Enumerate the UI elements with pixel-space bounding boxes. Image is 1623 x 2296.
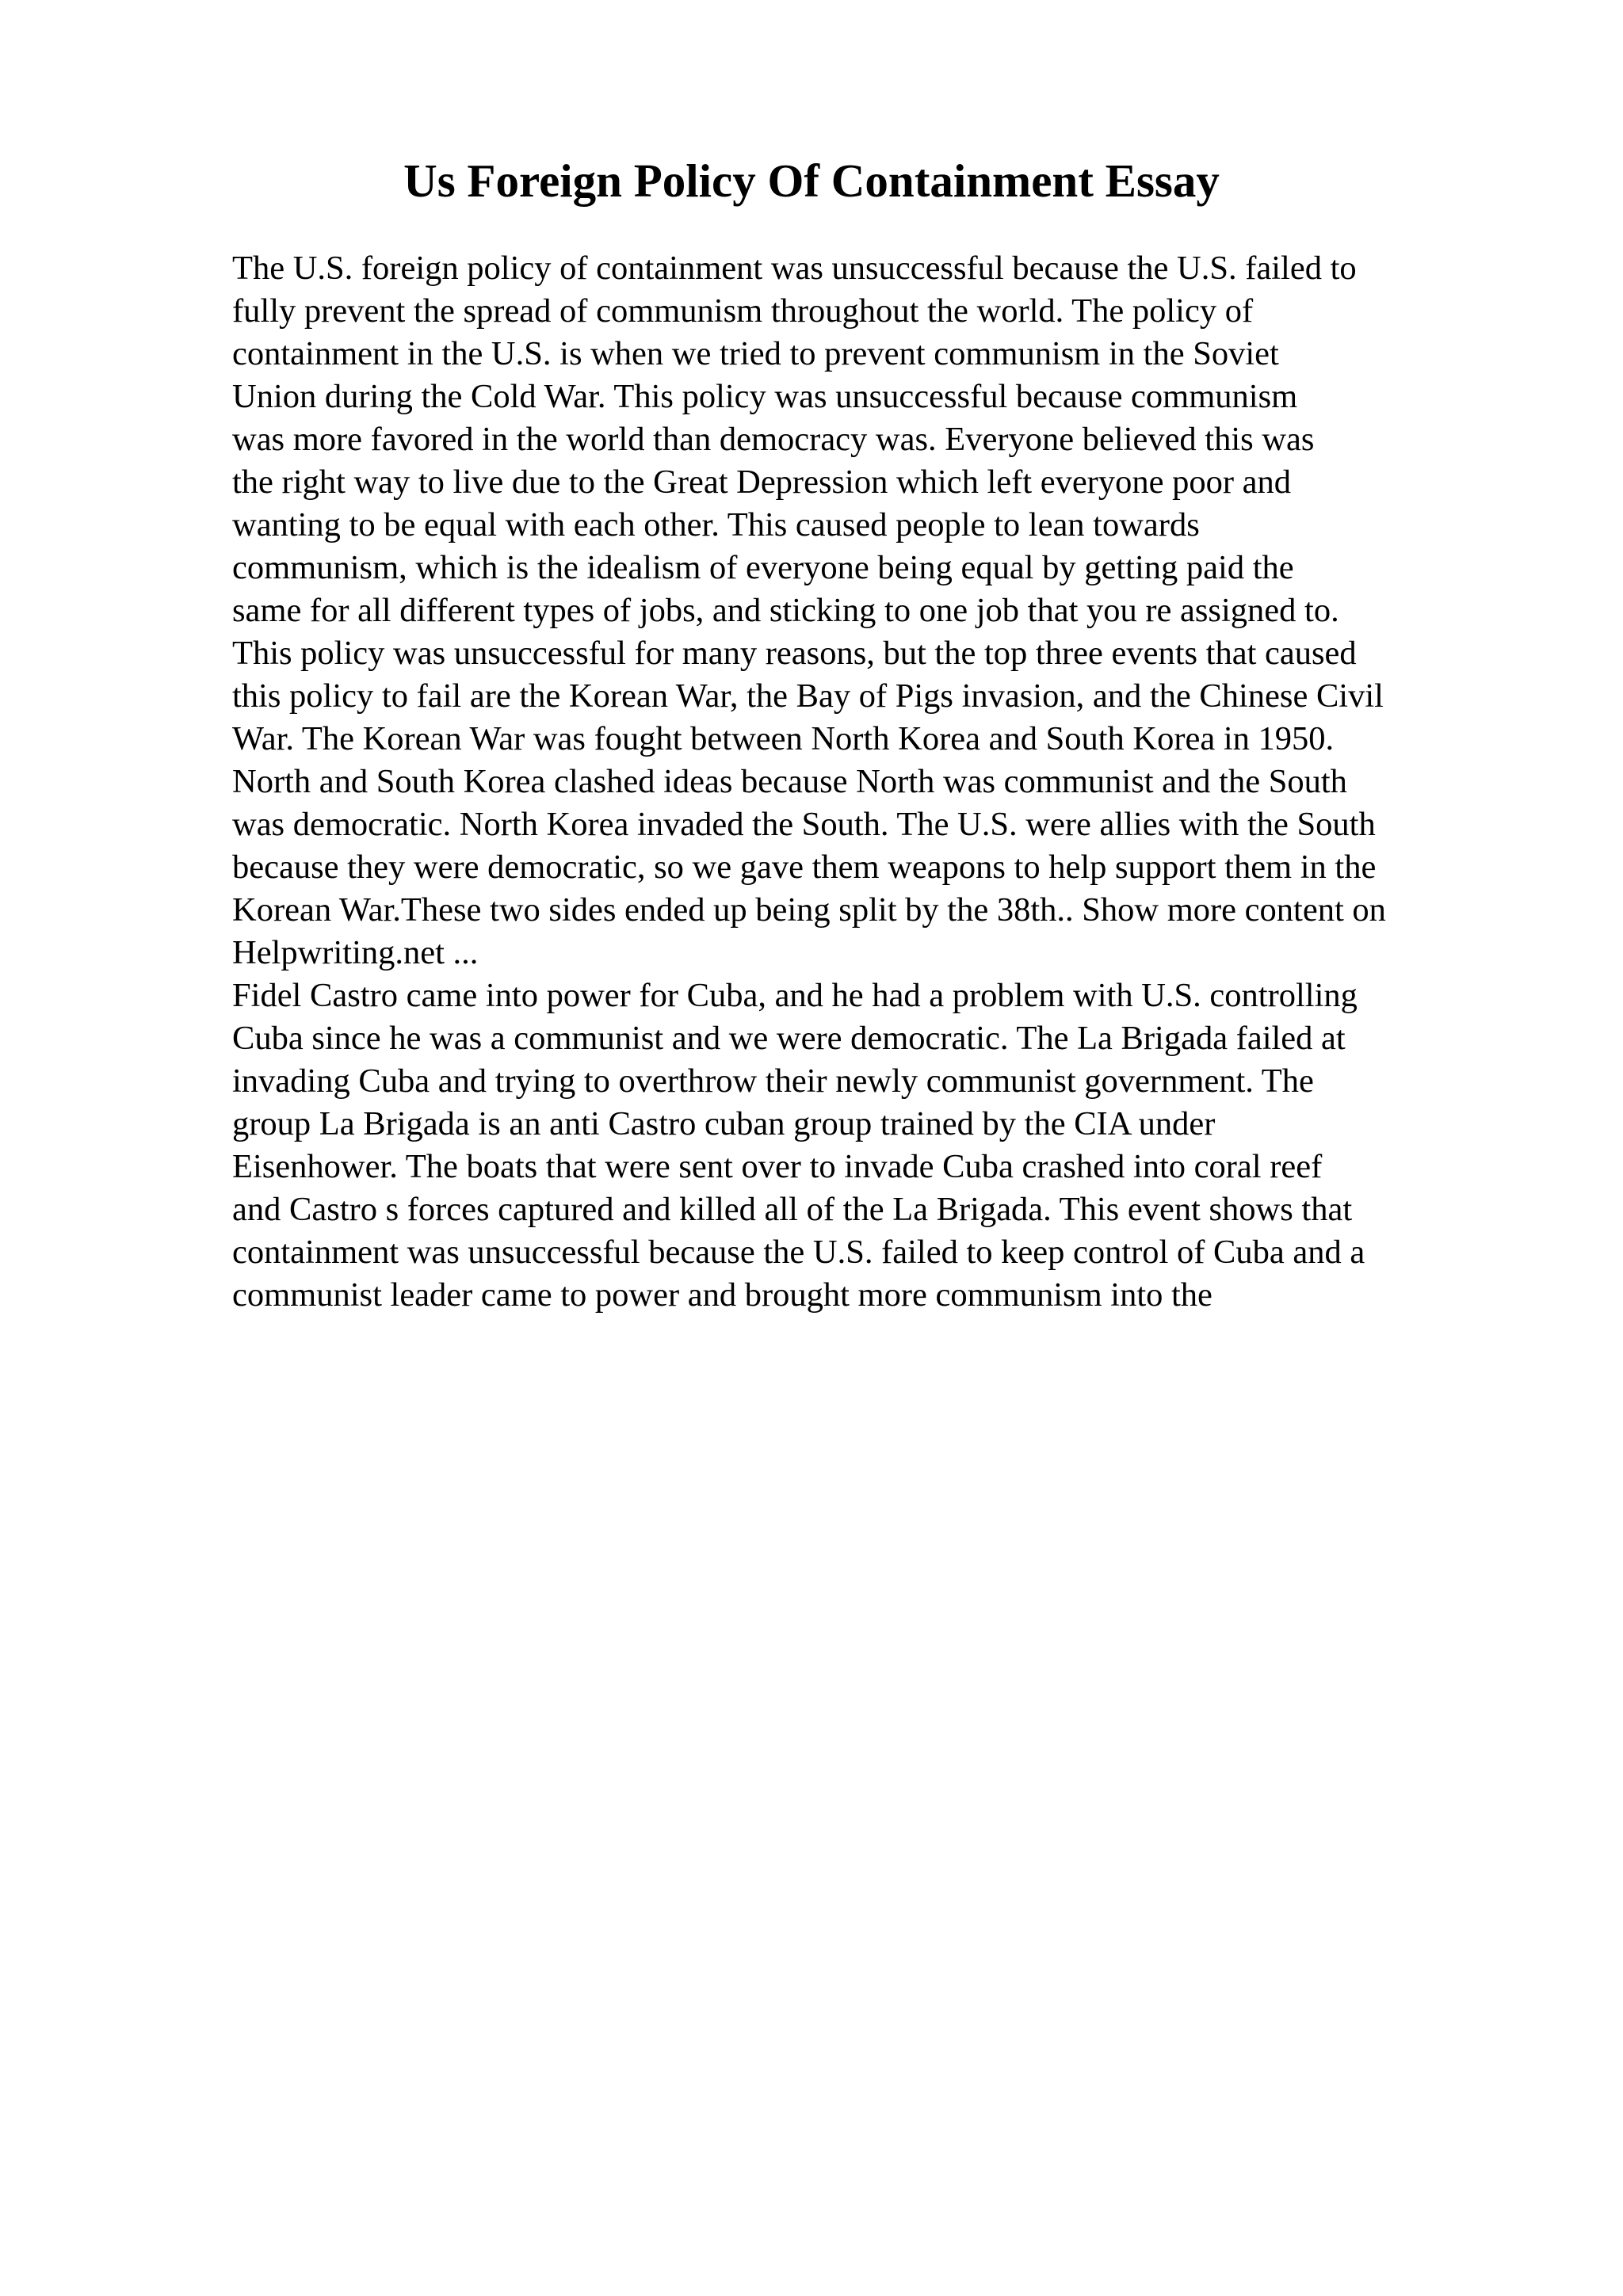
essay-line: communist leader came to power and brought more communism into the: [232, 1276, 1212, 1314]
essay-line: and Castro s forces captured and killed all of the La Brigada. This event shows that: [232, 1191, 1353, 1228]
helpwriting-link[interactable]: Helpwriting.net ...: [232, 934, 479, 971]
essay-line: because they were democratic, so we gave them weapons to help support them in the: [232, 849, 1377, 886]
essay-line: containment was unsuccessful because the U.S. failed to keep control of Cuba and a: [232, 1234, 1365, 1271]
essay-line: Union during the Cold War. This policy was unsuccessful because communism: [232, 378, 1298, 415]
essay-title: Us Foreign Policy Of Containment Essay: [403, 154, 1220, 207]
essay-line: fully prevent the spread of communism throughout the world. The policy of: [232, 292, 1254, 330]
essay-line: group La Brigada is an anti Castro cuban group trained by the CIA under: [232, 1105, 1216, 1142]
essay-line: War. The Korean War was fought between North Korea and South Korea in 1950.: [232, 720, 1335, 757]
essay-line: Cuba since he was a communist and we were democratic. The La Brigada failed at: [232, 1020, 1346, 1057]
essay-line: Korean War.These two sides ended up being split by the 38th.. Show more content on: [232, 891, 1386, 929]
essay-line: containment in the U.S. is when we tried to prevent communism in the Soviet: [232, 335, 1279, 372]
essay-line: wanting to be equal with each other. This caused people to lean towards: [232, 506, 1200, 543]
essay-line: communism, which is the idealism of everyone being equal by getting paid the: [232, 549, 1294, 586]
essay-line: invading Cuba and trying to overthrow their newly communist government. The: [232, 1062, 1314, 1100]
essay-line: same for all different types of jobs, and sticking to one job that you re assigned to.: [232, 592, 1339, 629]
essay-line: was democratic. North Korea invaded the South. The U.S. were allies with the South: [232, 806, 1376, 843]
essay-body: [232, 247, 1595, 1317]
essay-line: was more favored in the world than democracy was. Everyone believed this was: [232, 421, 1315, 458]
essay-line: this policy to fail are the Korean War, the Bay of Pigs invasion, and the Chinese Civil: [232, 677, 1384, 715]
essay-line: Eisenhower. The boats that were sent over to invade Cuba crashed into coral reef: [232, 1148, 1323, 1185]
essay-line: The U.S. foreign policy of containment was unsuccessful because the U.S. failed to: [232, 250, 1357, 287]
essay-line: North and South Korea clashed ideas because North was communist and the South: [232, 763, 1347, 800]
essay-line: the right way to live due to the Great Depression which left everyone poor and: [232, 463, 1291, 501]
essay-line: Fidel Castro came into power for Cuba, and he had a problem with U.S. controlling: [232, 977, 1358, 1014]
essay-line: This policy was unsuccessful for many reasons, but the top three events that caused: [232, 635, 1357, 672]
